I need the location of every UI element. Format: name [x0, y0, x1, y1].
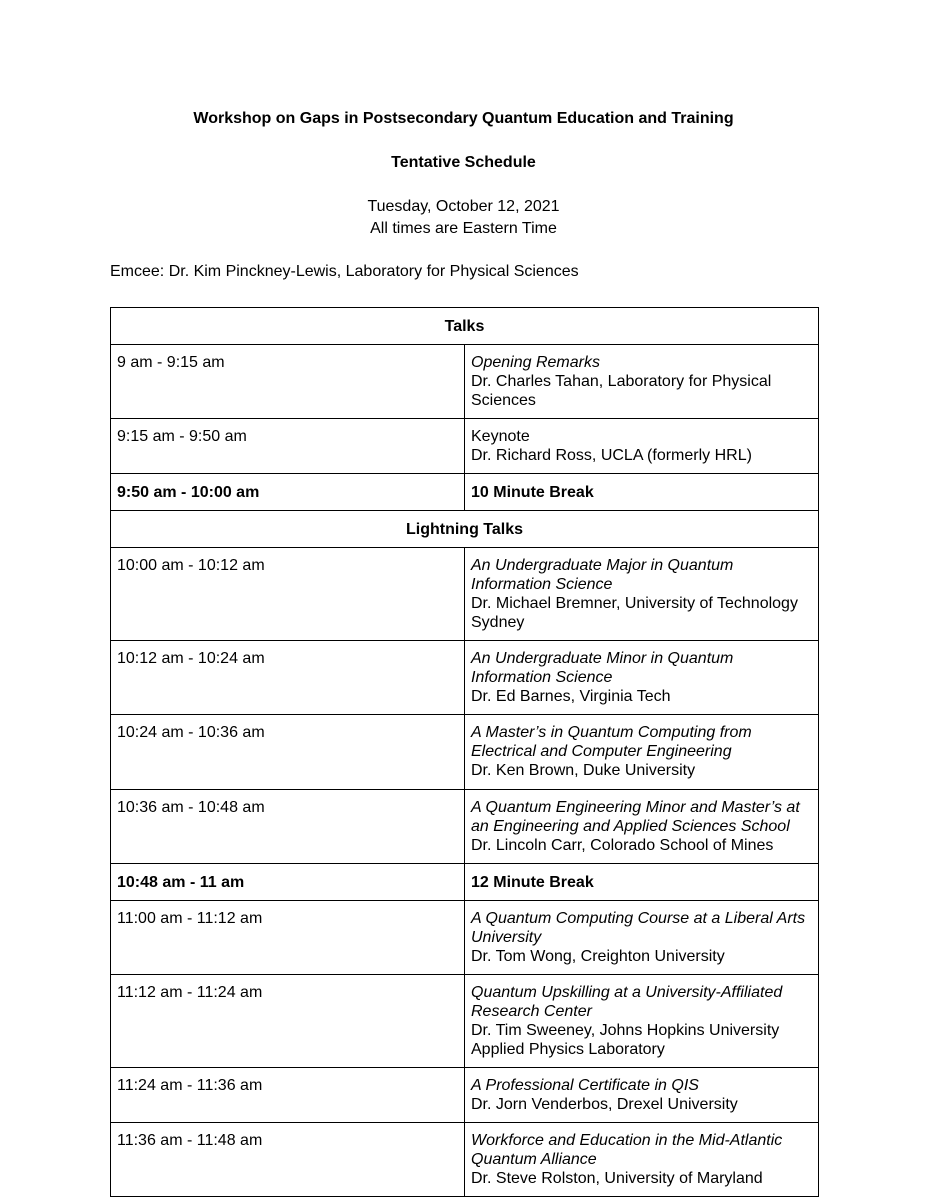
time-cell: 9:15 am - 9:50 am: [111, 419, 465, 474]
time-cell: 11:00 am - 11:12 am: [111, 901, 465, 975]
talk-cell: [465, 790, 819, 864]
table-row: [111, 715, 819, 790]
table-row: [111, 419, 819, 474]
talk-cell: [465, 345, 819, 419]
time-cell: 11:24 am - 11:36 am: [111, 1068, 465, 1123]
section-heading: Talks: [111, 308, 819, 345]
talk-title: Keynote: [471, 428, 530, 445]
table-row: [111, 1068, 819, 1123]
table-row: [111, 548, 819, 641]
talk-title: Quantum Upskilling at a University-Affiliated Research Center: [471, 984, 783, 1020]
section-header-lightning-talks: [111, 511, 819, 548]
talk-cell: [465, 1123, 819, 1197]
talk-title: A Quantum Computing Course at a Liberal Arts University: [471, 910, 806, 946]
break-row: [111, 474, 819, 511]
talk-title: A Quantum Engineering Minor and Master’s at an Engineering and Applied Sciences School: [471, 799, 800, 835]
table-row: [111, 345, 819, 419]
talk-title: An Undergraduate Minor in Quantum Information Science: [471, 650, 734, 686]
break-label: 12 Minute Break: [465, 864, 819, 901]
talk-title: Opening Remarks: [471, 354, 600, 371]
talk-speaker: Dr. Steve Rolston, University of Maryland: [471, 1170, 763, 1187]
talk-title: A Master’s in Quantum Computing from Electrical and Computer Engineering: [471, 724, 752, 760]
talk-title: An Undergraduate Major in Quantum Information Science: [471, 557, 734, 593]
break-label: 10 Minute Break: [465, 474, 819, 511]
time-cell: 10:48 am - 11 am: [111, 864, 465, 901]
talk-speaker: Dr. Tim Sweeney, Johns Hopkins University Applied Physics Laboratory: [471, 1022, 780, 1058]
talk-speaker: Dr. Tom Wong, Creighton University: [471, 948, 725, 965]
talk-speaker: Dr. Richard Ross, UCLA (formerly HRL): [471, 447, 752, 464]
talk-cell: [465, 641, 819, 715]
talk-cell: [465, 975, 819, 1068]
talk-cell: [465, 548, 819, 641]
talk-cell: [465, 715, 819, 790]
table-row: [111, 1123, 819, 1197]
timezone-note: All times are Eastern Time: [370, 220, 557, 237]
time-cell: 11:36 am - 11:48 am: [111, 1123, 465, 1197]
time-cell: 10:24 am - 10:36 am: [111, 715, 465, 790]
talk-speaker: Dr. Michael Bremner, University of Technology Sydney: [471, 595, 798, 631]
time-cell: 10:12 am - 10:24 am: [111, 641, 465, 715]
schedule-table: [110, 307, 819, 1197]
schedule-subtitle: Tentative Schedule: [391, 154, 536, 171]
talk-title: A Professional Certificate in QIS: [471, 1077, 699, 1094]
time-cell: 10:00 am - 10:12 am: [111, 548, 465, 641]
talk-speaker: Dr. Ken Brown, Duke University: [471, 762, 696, 779]
table-row: [111, 901, 819, 975]
talk-title: Workforce and Education in the Mid-Atlantic Quantum Alliance: [471, 1132, 783, 1168]
talk-cell: [465, 419, 819, 474]
document-title: Workshop on Gaps in Postsecondary Quantum Education and Training: [193, 110, 734, 127]
talk-speaker: Dr. Ed Barnes, Virginia Tech: [471, 688, 671, 705]
time-cell: 11:12 am - 11:24 am: [111, 975, 465, 1068]
emcee-line: Emcee: Dr. Kim Pinckney-Lewis, Laboratory for Physical Sciences: [110, 263, 579, 280]
time-cell: 9 am - 9:15 am: [111, 345, 465, 419]
section-heading: Lightning Talks: [111, 511, 819, 548]
break-row: [111, 864, 819, 901]
talk-cell: [465, 901, 819, 975]
time-cell: 9:50 am - 10:00 am: [111, 474, 465, 511]
talk-speaker: Dr. Charles Tahan, Laboratory for Physical Sciences: [471, 373, 772, 409]
event-date: Tuesday, October 12, 2021: [367, 198, 560, 215]
table-row: [111, 641, 819, 715]
time-cell: 10:36 am - 10:48 am: [111, 790, 465, 864]
talk-speaker: Dr. Jorn Venderbos, Drexel University: [471, 1096, 738, 1113]
talk-speaker: Dr. Lincoln Carr, Colorado School of Mines: [471, 837, 774, 854]
talk-cell: [465, 1068, 819, 1123]
table-row: [111, 790, 819, 864]
table-row: [111, 975, 819, 1068]
section-header-talks: [111, 308, 819, 345]
